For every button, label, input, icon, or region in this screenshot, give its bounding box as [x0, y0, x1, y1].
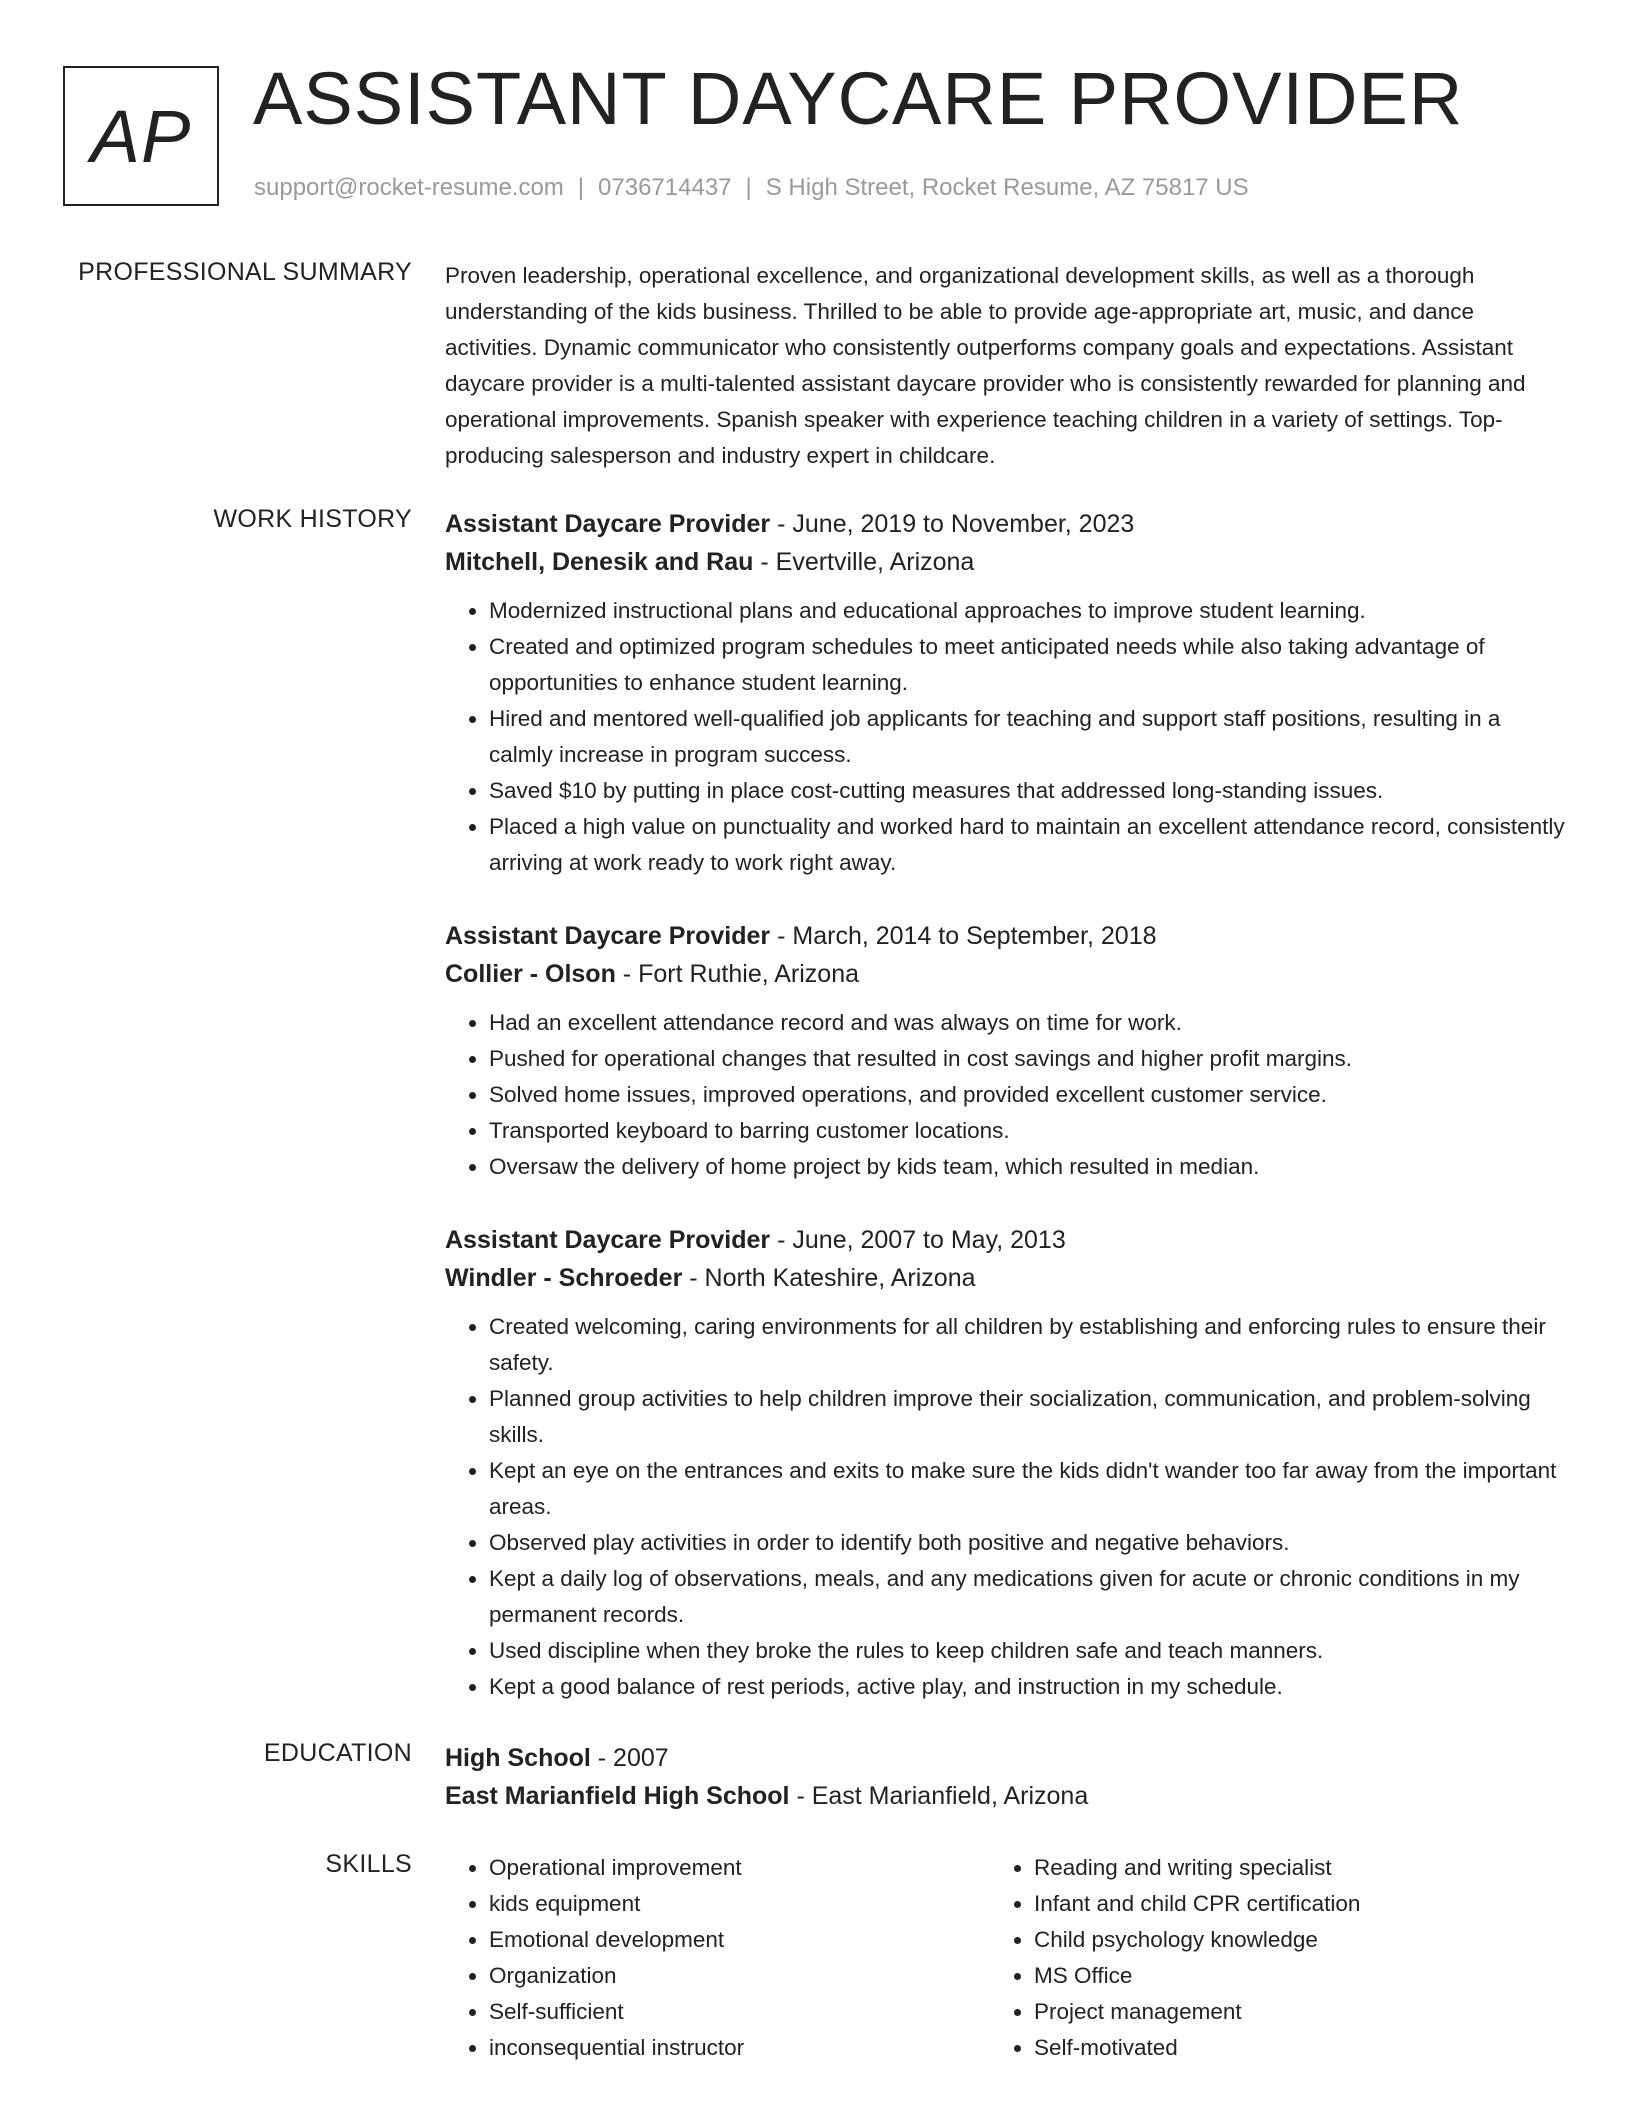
skill-item: • inconsequential instructor: [489, 2030, 965, 2066]
job-bullet: • Planned group activities to help children improve their socialization, communication, and problem-solving skills.: [489, 1381, 1565, 1453]
education-school-line: [445, 1777, 1565, 1815]
education-location: - East Marianfield, Arizona: [789, 1782, 1089, 1810]
job-bullet: • Kept a daily log of observations, meals, and any medications given for acute or chronic conditions in my permanent records.: [489, 1561, 1565, 1633]
job-bullet: • Had an excellent attendance record and was always on time for work.: [489, 1005, 1565, 1041]
skill-item: • Project management: [1034, 1994, 1510, 2030]
job-location: - North Kateshire, Arizona: [682, 1264, 976, 1292]
job-dates: - March, 2014 to September, 2018: [770, 922, 1157, 950]
job-bullets: [445, 593, 1565, 881]
monogram-box: [63, 66, 219, 206]
summary-text: Proven leadership, operational excellence, and organizational development skills, as well as a thorough understanding of the kids business. Thrilled to be able to provide age-appropriate art, music, and dance activities. Dynamic communicator who consistently outperforms company goals and expectations. Assistant daycare provider is a multi-talented assistant daycare provider who is consistently rewarded for planning and operational improvements. Spanish speaker with experience teaching children in a variety of settings. Top-producing salesperson and industry expert in childcare.: [445, 263, 1526, 468]
resume-name: ASSISTANT DAYCARE PROVIDER: [253, 57, 1464, 140]
skill-item: • kids equipment: [489, 1886, 965, 1922]
monogram-initials: AP: [90, 94, 192, 178]
job-entry: [445, 1221, 1565, 1705]
job-dates: - June, 2007 to May, 2013: [770, 1226, 1066, 1254]
education-degree: High School: [445, 1744, 591, 1772]
job-location: - Fort Ruthie, Arizona: [615, 960, 860, 988]
skill-item: • Reading and writing specialist: [1034, 1850, 1510, 1886]
contact-email: support@rocket-resume.com: [254, 174, 564, 201]
skills-column-right: [990, 1850, 1510, 2066]
job-bullet: • Kept a good balance of rest periods, active play, and instruction in my schedule.: [489, 1669, 1565, 1705]
job-bullet: • Created and optimized program schedules to meet anticipated needs while also taking advantage of opportunities to enhance student learning.: [489, 629, 1565, 701]
job-bullets: [445, 1309, 1565, 1705]
job-bullet: • Solved home issues, improved operations, and provided excellent customer service.: [489, 1077, 1565, 1113]
section-label-work-history: WORK HISTORY: [213, 505, 412, 533]
skill-item: • Self-sufficient: [489, 1994, 965, 2030]
contact-line: [254, 174, 1249, 202]
contact-separator: |: [745, 174, 752, 201]
contact-phone: 0736714437: [598, 174, 732, 201]
job-company: Collier - Olson: [445, 960, 616, 988]
job-location: - Evertville, Arizona: [753, 548, 975, 576]
job-company-line: [445, 955, 1565, 993]
job-bullet: • Used discipline when they broke the rules to keep children safe and teach manners.: [489, 1633, 1565, 1669]
education-school: East Marianfield High School: [445, 1782, 790, 1810]
contact-address: S High Street, Rocket Resume, AZ 75817 US: [765, 174, 1249, 201]
job-bullet: • Hired and mentored well-qualified job applicants for teaching and support staff positions, resulting in a calmly increase in program success.: [489, 701, 1565, 773]
education-year: - 2007: [590, 1744, 669, 1772]
skill-item: • Self-motivated: [1034, 2030, 1510, 2066]
job-title-line: [445, 505, 1565, 543]
job-title-line: [445, 917, 1565, 955]
job-bullet: • Modernized instructional plans and educational approaches to improve student learning.: [489, 593, 1565, 629]
skills-column-left: [445, 1850, 965, 2066]
skill-item: • Child psychology knowledge: [1034, 1922, 1510, 1958]
job-bullet: • Saved $10 by putting in place cost-cutting measures that addressed long-standing issues.: [489, 773, 1565, 809]
job-company-line: [445, 1259, 1565, 1297]
job-bullet: • Created welcoming, caring environments for all children by establishing and enforcing rules to ensure their safety.: [489, 1309, 1565, 1381]
job-title: Assistant Daycare Provider: [445, 510, 771, 538]
section-label-skills: SKILLS: [325, 1850, 412, 1878]
job-company: Mitchell, Denesik and Rau: [445, 548, 754, 576]
skill-item: • Operational improvement: [489, 1850, 965, 1886]
section-label-summary: PROFESSIONAL SUMMARY: [78, 258, 412, 286]
job-bullet: • Pushed for operational changes that resulted in cost savings and higher profit margins.: [489, 1041, 1565, 1077]
job-company: Windler - Schroeder: [445, 1264, 683, 1292]
job-bullet: • Transported keyboard to barring customer locations.: [489, 1113, 1565, 1149]
skill-item: • Organization: [489, 1958, 965, 1994]
job-bullet: • Kept an eye on the entrances and exits to make sure the kids didn't wander too far away from the important areas.: [489, 1453, 1565, 1525]
job-bullet: • Oversaw the delivery of home project by kids team, which resulted in median.: [489, 1149, 1565, 1185]
job-bullet: • Observed play activities in order to identify both positive and negative behaviors.: [489, 1525, 1565, 1561]
skill-item: • Emotional development: [489, 1922, 965, 1958]
job-title: Assistant Daycare Provider: [445, 1226, 771, 1254]
job-bullet: • Placed a high value on punctuality and worked hard to maintain an excellent attendance record, consistently arriving at work ready to work right away.: [489, 809, 1565, 881]
job-entry: [445, 917, 1565, 1185]
skill-item: • Infant and child CPR certification: [1034, 1886, 1510, 1922]
job-title-line: [445, 1221, 1565, 1259]
education-degree-line: [445, 1739, 1565, 1777]
job-dates: - June, 2019 to November, 2023: [770, 510, 1135, 538]
job-title: Assistant Daycare Provider: [445, 922, 771, 950]
contact-separator: |: [577, 174, 585, 201]
section-label-education: EDUCATION: [263, 1739, 412, 1767]
job-bullets: [445, 1005, 1565, 1185]
job-entry: [445, 505, 1565, 881]
job-company-line: [445, 543, 1565, 581]
skill-item: • MS Office: [1034, 1958, 1510, 1994]
